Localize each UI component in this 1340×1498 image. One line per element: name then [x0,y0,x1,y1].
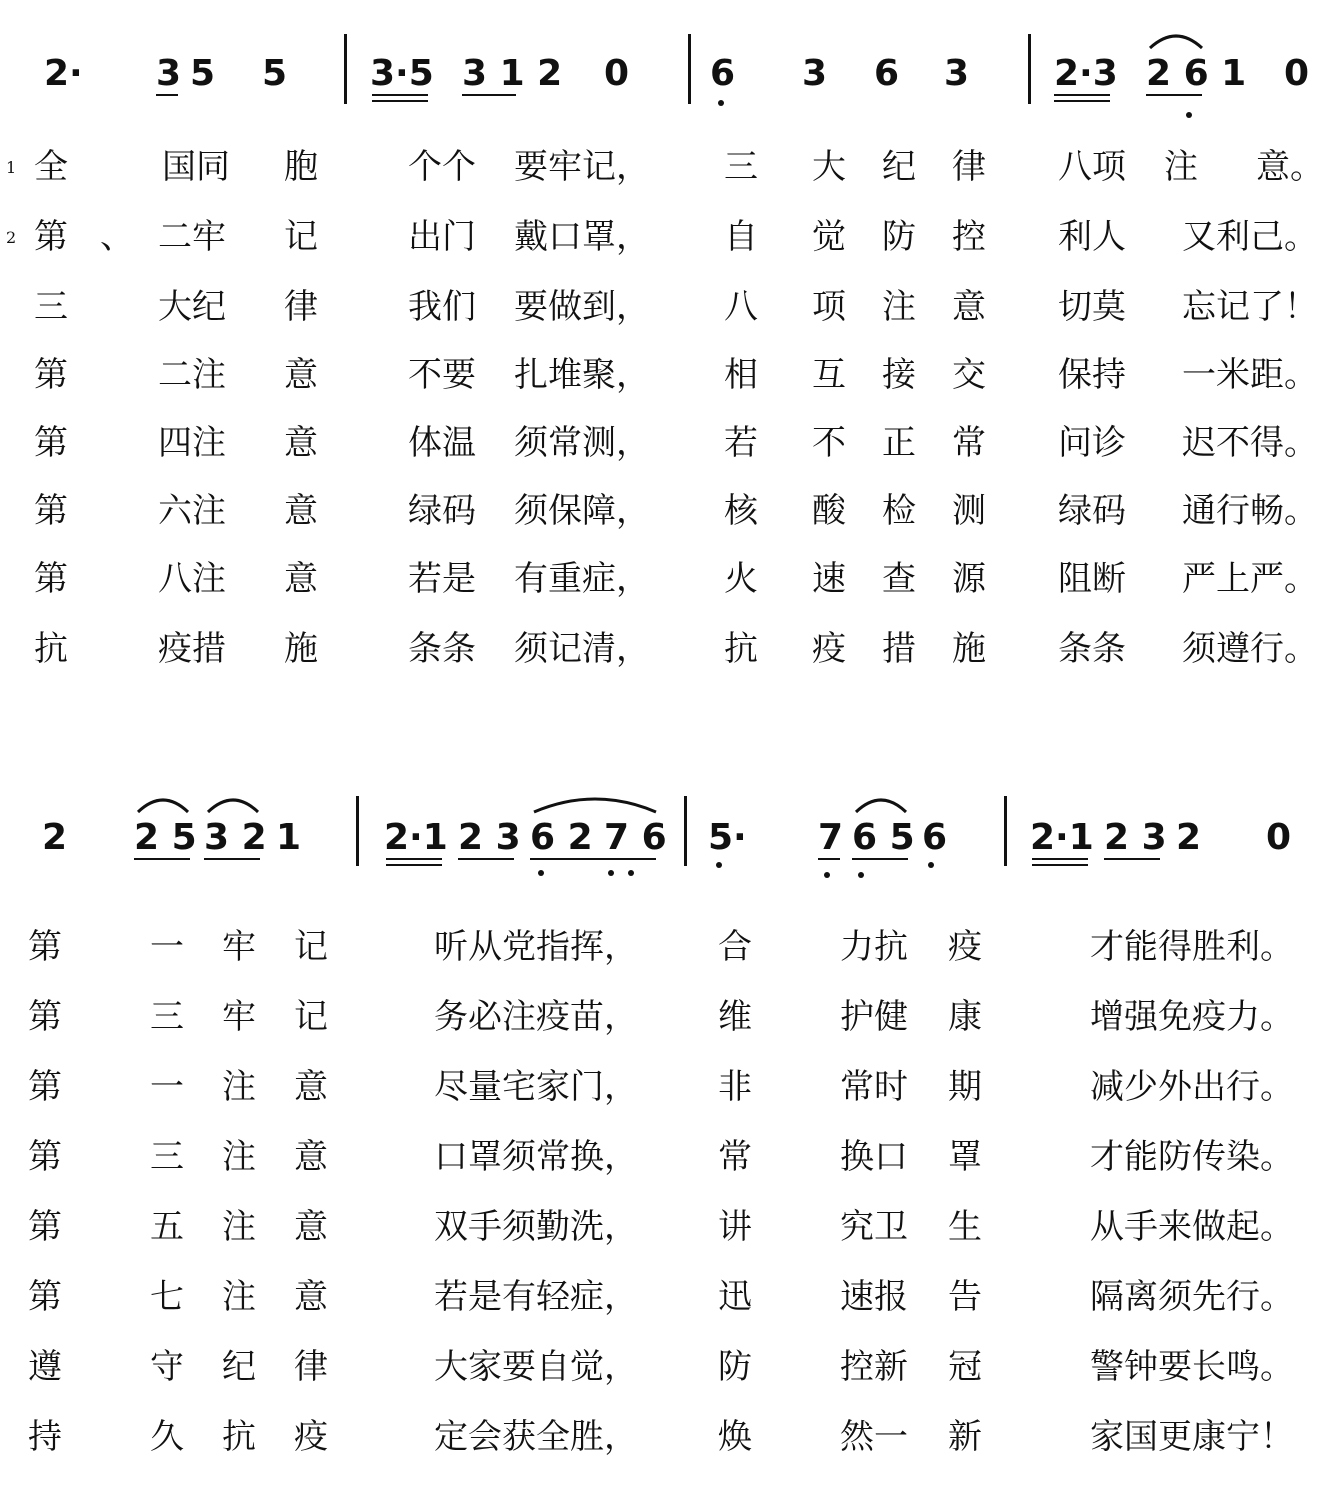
lyric-text: 尽量宅家门， [434,1067,638,1107]
lyric-text: 家国更康宁！ [1090,1417,1294,1457]
lyric-text: 意 [294,1207,328,1247]
lyric-text: 牢 [222,927,256,967]
lyric-text: 忘记了！ [1182,287,1318,327]
note: 7 6 [604,817,667,858]
lyric-text: 第 [28,997,62,1037]
lyric-text: 条条 [1058,629,1126,669]
underline [386,864,442,866]
lyric-text: 注 [222,1207,256,1247]
lyric-text: 自 [724,217,758,257]
lyric-text: 体温 [408,423,476,463]
lyric-text: 接 [882,355,916,395]
lyric-text: 定会获全胜， [434,1417,638,1457]
lyric-text: 疫 [812,629,846,669]
lyric-text: 常 [718,1137,752,1177]
lyric-text: 控 [952,217,986,257]
note: 6 5 [852,817,915,858]
lyric-text: 严上严。 [1182,559,1318,599]
lyric-text: 绿码 [1058,491,1126,531]
lyric-text: 口罩须常换， [434,1137,638,1177]
slur [204,794,262,814]
underline [204,858,260,860]
note: 3 [156,53,182,94]
lyric-text: 然一 [840,1417,908,1457]
lyric-text: 第 [28,1067,62,1107]
note: 2·3 [1054,53,1118,94]
lyric-text: 第 [28,1277,62,1317]
slur [852,794,910,814]
lyric-text: 律 [952,147,986,187]
lyric-text: 施 [284,629,318,669]
octave-dot [538,870,544,876]
lyric-text: 第 [28,927,62,967]
octave-dot [1186,112,1192,118]
underline [462,94,516,96]
octave-dot [928,862,934,868]
lyric-text: 抗 [222,1417,256,1457]
lyric-text: 遵 [28,1347,62,1387]
lyric-text: 要牢记， [514,147,650,187]
note: 0 [1266,817,1292,858]
lyric-text: 源 [952,559,986,599]
note: 0 [604,53,630,94]
lyric-text: 项 [812,287,846,327]
lyric-text: 务必注疫苗， [434,997,638,1037]
lyric-text: 一 [150,927,184,967]
underline [386,858,442,860]
lyric-text: 要做到， [514,287,650,327]
note: 2 6 1 [1146,53,1247,94]
lyric-text: 听从党指挥， [434,927,638,967]
lyric-text: 记 [294,997,328,1037]
verse-marker: 1 [6,158,17,177]
lyric-text: 隔离须先行。 [1090,1277,1294,1317]
lyric-text: 胞 [284,147,318,187]
lyric-text: 又利己。 [1182,217,1318,257]
lyric-text: 新 [948,1417,982,1457]
lyric-text: 疫 [948,927,982,967]
slur [530,794,660,814]
underline [1032,858,1088,860]
lyric-text: 纪 [222,1347,256,1387]
lyric-text: 迟不得。 [1182,423,1318,463]
underline [852,858,908,860]
lyric-text: 防 [882,217,916,257]
lyric-text: 若是有轻症， [434,1277,638,1317]
note: 5 [190,53,216,94]
lyric-text: 火 [724,559,758,599]
note: 2 5 [134,817,197,858]
lyric-text: 牢 [222,997,256,1037]
lyric-text: 疫 [294,1417,328,1457]
lyric-text: 讲 [718,1207,752,1247]
octave-dot [824,872,830,878]
lyric-text: 第 [34,217,68,257]
lyric-text: 持 [28,1417,62,1457]
lyric-text: 从手来做起。 [1090,1207,1294,1247]
note: 7 [818,817,844,858]
lyric-text: 三 [150,1137,184,1177]
lyric-text: 大 [812,147,846,187]
lyric-text: 疫措 [158,629,226,669]
underline [458,858,514,860]
note: 3 2 [204,817,267,858]
lyric-text: 保持 [1058,355,1126,395]
lyric-text: 焕 [718,1417,752,1457]
lyric-text: 才能得胜利。 [1090,927,1294,967]
lyric-text: 扎堆聚， [514,355,650,395]
octave-dot [718,100,724,106]
lyric-text: 注 [222,1277,256,1317]
lyric-text: 切莫 [1058,287,1126,327]
octave-dot [608,870,614,876]
lyric-text: 律 [284,287,318,327]
underline [1054,100,1110,102]
octave-dot [716,862,722,868]
lyric-text: 须保障， [514,491,650,531]
underline [156,94,178,96]
lyric-text: 注 [222,1067,256,1107]
lyric-text: 迅 [718,1277,752,1317]
lyric-text: 护健 [840,997,908,1037]
lyric-text: 七 [150,1277,184,1317]
lyric-text: 通行畅。 [1182,491,1318,531]
lyric-text: 我们 [408,287,476,327]
lyric-text: 速报 [840,1277,908,1317]
underline [1104,858,1160,860]
lyric-text: 二注 [158,355,226,395]
note: 2 3 [458,817,521,858]
lyric-text: 出门 [408,217,476,257]
lyric-text: 第 [34,491,68,531]
lyric-text: 国同 [162,147,230,187]
lyric-text: 第 [28,1207,62,1247]
lyric-text: 交 [952,355,986,395]
lyric-text: 合 [718,927,752,967]
lyric-text: 冠 [948,1347,982,1387]
lyric-text: 三 [724,147,758,187]
underline [372,100,428,102]
lyric-text: 增强免疫力。 [1090,997,1294,1037]
underline [134,858,190,860]
note: 2· [44,53,83,94]
lyric-text: 控新 [840,1347,908,1387]
lyric-text: 一 [150,1067,184,1107]
lyric-text: 意 [284,423,318,463]
lyric-text: 第 [34,559,68,599]
lyric-text: 须记清， [514,629,650,669]
underline [372,94,428,96]
lyric-text: 大纪 [158,287,226,327]
lyric-text: 施 [952,629,986,669]
lyric-text: 维 [718,997,752,1037]
lyric-text: 互 [812,355,846,395]
lyric-text: 意 [284,559,318,599]
lyric-text: 三 [150,997,184,1037]
note: 0 [1284,53,1310,94]
underline [818,858,840,860]
lyric-text: 觉 [812,217,846,257]
lyric-text: 常时 [840,1067,908,1107]
lyric-text: 条条 [408,629,476,669]
note: 5· [708,817,747,858]
underline [530,858,656,860]
lyric-text: 利人 [1058,217,1126,257]
lyric-text: 戴口罩， [514,217,650,257]
lyric-text: 非 [718,1067,752,1107]
lyric-text: 生 [948,1207,982,1247]
barline [688,34,691,104]
octave-dot [858,872,864,878]
lyric-text: 常 [952,423,986,463]
note: 1 [276,817,302,858]
barline [1028,34,1031,104]
lyric-text: 注 [222,1137,256,1177]
note: 2 3 [1104,817,1167,858]
barline [684,796,687,866]
lyric-text: 八项 [1058,147,1126,187]
lyric-text: 第 [34,423,68,463]
lyric-text: 个个 [408,147,476,187]
lyric-text: 纪 [882,147,916,187]
lyric-text: 第 [34,355,68,395]
lyric-text: 全 [34,147,68,187]
note: 6 2 [530,817,593,858]
lyric-text: 三 [34,287,68,327]
barline [356,796,359,866]
lyric-text: 意 [294,1067,328,1107]
lyric-text: 意 [284,355,318,395]
lyric-text: 酸 [812,491,846,531]
lyric-text: 才能防传染。 [1090,1137,1294,1177]
lyric-text: 有重症， [514,559,650,599]
lyric-text: 测 [952,491,986,531]
note: 3 [802,53,828,94]
lyric-text: 八 [724,287,758,327]
lyric-text: 须遵行。 [1182,629,1318,669]
lyric-text: 意。 [1256,147,1324,187]
lyric-text: 、 [100,217,134,257]
lyric-text: 减少外出行。 [1090,1067,1294,1107]
lyric-text: 须常测， [514,423,650,463]
underline [1146,94,1202,96]
lyric-text: 二牢 [158,217,226,257]
note: 5 [262,53,288,94]
lyric-text: 四注 [158,423,226,463]
lyric-text: 大家要自觉， [434,1347,638,1387]
lyric-text: 绿码 [408,491,476,531]
lyric-text: 查 [882,559,916,599]
lyric-text: 注 [1164,147,1198,187]
lyric-text: 意 [284,491,318,531]
lyric-text: 力抗 [840,927,908,967]
lyric-text: 不要 [408,355,476,395]
slur [1146,30,1206,50]
lyric-text: 告 [948,1277,982,1317]
lyric-text: 意 [294,1137,328,1177]
verse-marker: 2 [6,228,17,247]
octave-dot [628,870,634,876]
lyric-text: 康 [948,997,982,1037]
lyric-text: 期 [948,1067,982,1107]
lyric-text: 检 [882,491,916,531]
lyric-text: 措 [882,629,916,669]
lyric-text: 一米距。 [1182,355,1318,395]
lyric-text: 若是 [408,559,476,599]
note: 2 [1176,817,1202,858]
lyric-text: 抗 [34,629,68,669]
lyric-text: 罩 [948,1137,982,1177]
lyric-text: 双手须勤洗， [434,1207,638,1247]
barline [344,34,347,104]
lyric-text: 六注 [158,491,226,531]
lyric-text: 核 [724,491,758,531]
lyric-text: 久 [150,1417,184,1457]
note: 6 [922,817,948,858]
note: 3·5 [370,53,434,94]
lyric-text: 问诊 [1058,423,1126,463]
lyric-text: 正 [882,423,916,463]
lyric-text: 阻断 [1058,559,1126,599]
lyric-text: 注 [882,287,916,327]
lyric-text: 抗 [724,629,758,669]
barline [1004,796,1007,866]
lyric-text: 速 [812,559,846,599]
lyric-text: 第 [28,1137,62,1177]
underline [1032,864,1088,866]
lyric-text: 意 [294,1277,328,1317]
lyric-text: 防 [718,1347,752,1387]
lyric-text: 守 [150,1347,184,1387]
note: 6 [874,53,900,94]
slur [134,794,192,814]
note: 2·1 [384,817,448,858]
underline [1054,94,1110,96]
lyric-text: 不 [812,423,846,463]
note: 6 [710,53,736,94]
lyric-text: 警钟要长鸣。 [1090,1347,1294,1387]
lyric-text: 八注 [158,559,226,599]
note: 3 1 2 [462,53,563,94]
note: 2·1 [1030,817,1094,858]
lyric-text: 记 [284,217,318,257]
note: 3 [944,53,970,94]
note: 2 [42,817,68,858]
lyric-text: 意 [952,287,986,327]
lyric-text: 若 [724,423,758,463]
lyric-text: 律 [294,1347,328,1387]
lyric-text: 换口 [840,1137,908,1177]
lyric-text: 五 [150,1207,184,1247]
lyric-text: 究卫 [840,1207,908,1247]
lyric-text: 记 [294,927,328,967]
lyric-text: 相 [724,355,758,395]
